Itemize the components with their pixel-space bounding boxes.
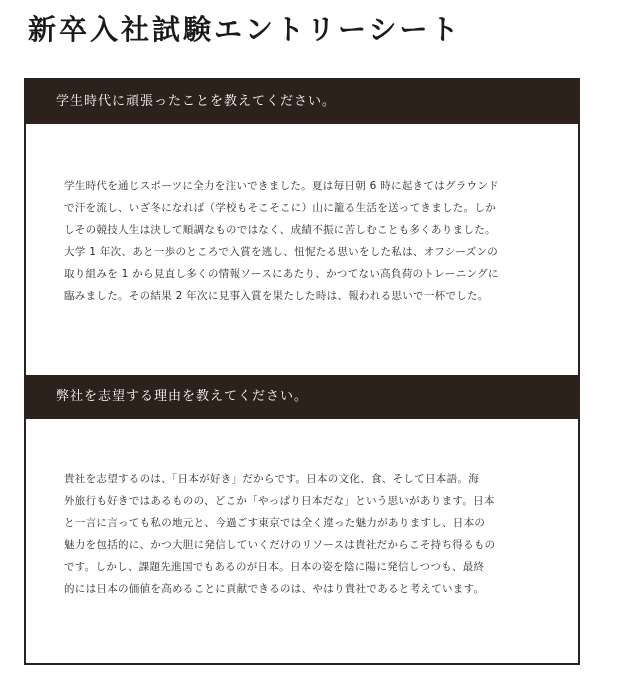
- question-header-motivation: 弊社を志望する理由を教えてください。: [26, 375, 578, 419]
- answer-line: です。しかし、課題先進国でもあるのが日本。日本の姿を陰に陽に発信しつつも、最終: [64, 561, 485, 573]
- answer-line: 学生時代を通じスポーツに全力を注いできました。夏は毎日朝 6 時に起きてはグラウンド: [64, 180, 500, 192]
- answer-line: で汗を流し、いざ冬になれば（学校もそこそこに）山に籠る生活を送ってきました。しか: [64, 202, 496, 214]
- answer-line: 的には日本の価値を高めることに貢献できるのは、やはり貴社であると考えています。: [64, 583, 485, 595]
- answer-line: 魅力を包括的に、かつ大胆に発信していくだけのリソースは貴社だからこそ持ち得るもの: [64, 539, 496, 551]
- answer-line: と一言に言っても私の地元と、今過ごす東京では全く違った魅力がありますし、日本の: [64, 517, 486, 529]
- question-header-student-life: 学生時代に頑張ったことを教えてください。: [26, 80, 578, 124]
- page-title: 新卒入社試験エントリーシート: [28, 13, 462, 46]
- entry-sheet: [24, 78, 580, 665]
- answer-line: 大学 1 年次、あと一歩のところで入賞を逃し、忸怩たる思いをした私は、オフシーズンの: [64, 246, 499, 258]
- answer-line: 貴社を志望するのは、「日本が好き」だからです。日本の文化、食、そして日本語。海: [64, 473, 480, 485]
- answer-line: 取り組みを 1 から見直し多くの情報ソースにあたり、かつてない高負荷のトレーニングに: [64, 268, 499, 280]
- answer-line: しその競技人生は決して順調なものではなく、成績不振に苦しむことも多くありました。: [64, 224, 496, 236]
- answer-student-life: [64, 175, 544, 307]
- answer-line: 臨みました。その結果 2 年次に見事入賞を果たした時は、報われる思いで一杯でした。: [64, 290, 489, 302]
- answer-motivation: [64, 468, 544, 600]
- answer-line: 外旅行も好きではあるものの、どこか「やっぱり日本だな」という思いがあります。日本: [64, 495, 495, 507]
